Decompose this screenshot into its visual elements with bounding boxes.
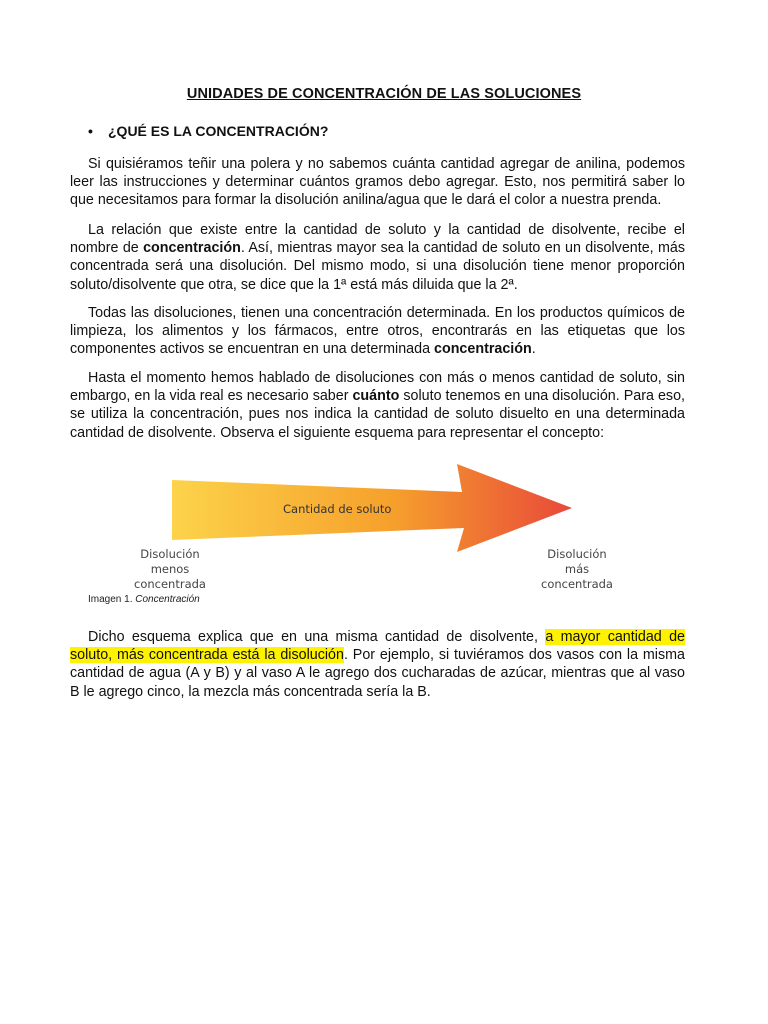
bold-term: concentración [434, 341, 532, 358]
arrow-label: Cantidad de soluto [283, 502, 392, 516]
paragraph-2: La relación que existe entre la cantidad de soluto y la cantidad de disolvente, recibe el nombre de concentración. Así, mientras mayor sea la cantidad de soluto en un disolvente, más concentrada será una disolución. Del mismo modo, si una disolución tiene menor proporción soluto/disolvente que otra, se dice que la 1ª está más diluida que la 2ª. [70, 222, 685, 293]
figure-caption: Imagen 1. Concentración [88, 594, 200, 605]
paragraph-4: Hasta el momento hemos hablado de disoluciones con más o menos cantidad de soluto, sin embargo, en la vida real es necesario saber cuánto soluto tenemos en una disolución. Para eso, se utiliza la concentración, pues nos indica la cantidad de soluto disuelto en una determinada cantidad de disolvente. Observa el siguiente esquema para representar el concepto: [70, 370, 685, 441]
page-title: UNIDADES DE CONCENTRACIÓN DE LAS SOLUCIONES [186, 86, 582, 102]
paragraph-5: Dicho esquema explica que en una misma cantidad de disolvente, a mayor cantidad de soluto, más concentrada está la disolución. Por ejemplo, si tuviéramos dos vasos con la misma cantidad de agua (A y B) y al vaso A le agrego dos cucharadas de azúcar, mientras que al vaso B le agrego cinco, la mezcla más concentrada sería la B. [70, 629, 685, 700]
highlighted-text: a mayor cantidad de soluto, más concentrada está la disolución [70, 629, 685, 664]
bold-term: concentración [143, 240, 241, 257]
section-heading-text: ¿QUÉ ES LA CONCENTRACIÓN? [108, 123, 329, 139]
bullet-icon: • [88, 123, 93, 139]
bold-term: cuánto [352, 388, 400, 405]
section-heading [88, 123, 328, 139]
left-label: Disolución menos concentrada [134, 547, 206, 591]
right-label: Disolución más concentrada [541, 547, 613, 591]
paragraph-1: Si quisiéramos teñir una polera y no sabemos cuánta cantidad agregar de anilina, podemos leer las instrucciones y determinar cuántos gramos debo agregar. Esto, nos permitirá saber lo que necesitamos para formar la disolución anilina/agua que le dará el color a nuestra prenda. [70, 156, 685, 209]
paragraph-3: Todas las disoluciones, tienen una concentración determinada. En los productos químicos de limpieza, los alimentos y los fármacos, entre otros, encontrarás en las etiquetas que los componentes activos se encuentran en una determinada concentración. [70, 305, 685, 358]
